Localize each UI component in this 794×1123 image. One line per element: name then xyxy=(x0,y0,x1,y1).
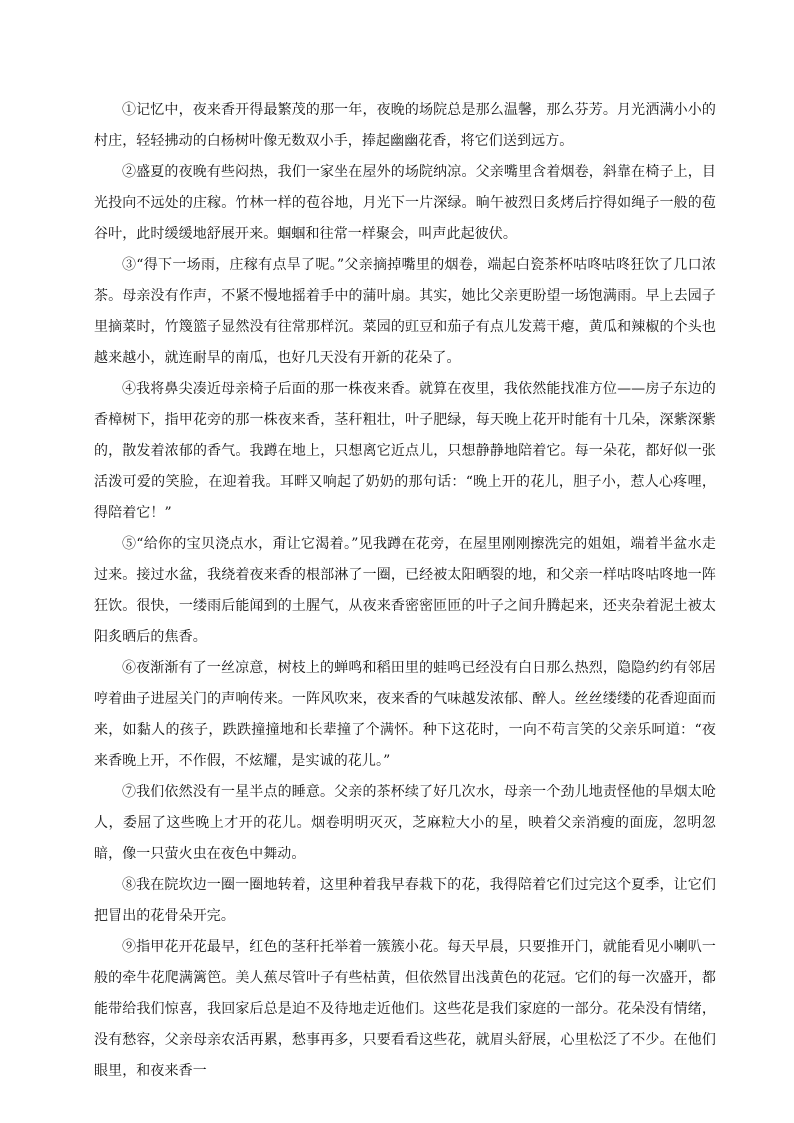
paragraph-8: ⑧我在院坎边一圈一圈地转着，这里种着我早春栽下的花，我得陪着它们过完这个夏季，让它们把冒出的花骨朵开完。 xyxy=(94,877,716,924)
paragraph-7: ⑦我们依然没有一星半点的睡意。父亲的茶杯续了好几次水，母亲一个劲儿地责怪他的旱烟太呛人，委屈了这些晚上才开的花儿。烟卷明明灭灭，芝麻粒大小的星，映着父亲消瘦的面庞，忽明忽暗，像一只萤火虫在夜色中舞动。 xyxy=(94,784,716,862)
paragraph-9: ⑨指甲花开花最早，红色的茎秆托举着一簇簇小花。每天早晨，只要推开门，就能看见小喇叭一般的牵牛花爬满篱笆。美人蕉尽管叶子有些枯黄，但依然冒出浅黄色的花冠。它们的每一次盛开，都能带给我们惊喜，我回家后总是迫不及待地走近他们。这些花是我们家庭的一部分。花朵没有情绪，没有愁容，父亲母亲农活再累，愁事再多，只要看看这些花，就眉头舒展，心里松泛了不少。在他们眼里，和夜来香一 xyxy=(94,939,716,1079)
paragraph-6: ⑥夜渐渐有了一丝凉意，树枝上的蝉鸣和稻田里的蛙鸣已经没有白日那么热烈，隐隐约约有邻居哼着曲子进屋关门的声响传来。一阵风吹来，夜来香的气味越发浓郁、醉人。丝丝缕缕的花香迎面而来，如黏人的孩子，跌跌撞撞地和长辈撞了个满怀。种下这花时，一向不苟言笑的父亲乐呵道：“夜来香晚上开，不作假，不炫耀，是实诚的花儿。” xyxy=(94,660,716,769)
paragraph-3: ③“得下一场雨，庄稼有点旱了呢。”父亲摘掉嘴里的烟卷，端起白瓷茶杯咕咚咕咚狂饮了几口浓茶。母亲没有作声，不紧不慢地摇着手中的蒲叶扇。其实，她比父亲更盼望一场饱满雨。早上去园子里摘菜时，竹篾篮子显然没有往常那样沉。菜园的豇豆和茄子有点儿发蔫干瘪，黄瓜和辣椒的个头也越来越小，就连耐旱的南瓜，也好几天没有开新的花朵了。 xyxy=(94,257,716,366)
paragraph-2: ②盛夏的夜晚有些闷热，我们一家坐在屋外的场院纳凉。父亲嘴里含着烟卷，斜靠在椅子上，目光投向不远处的庄稼。竹林一样的苞谷地，月光下一片深绿。晌午被烈日炙烤后拧得如绳子一般的苞谷叶，此时缓缓地舒展开来。蝈蝈和往常一样聚会，叫声此起彼伏。 xyxy=(94,164,716,242)
article-body xyxy=(94,95,716,1087)
paragraph-4: ④我将鼻尖凑近母亲椅子后面的那一株夜来香。就算在夜里，我依然能找准方位——房子东边的香樟树下，指甲花旁的那一株夜来香，茎秆粗壮，叶子肥绿，每天晚上花开时能有十几朵，深紫深紫的，散发着浓郁的香气。我蹲在地上，只想离它近点儿，只想静静地陪着它。每一朵花，都好似一张活泼可爱的笑脸，在迎着我。耳畔又响起了奶奶的那句话：“晚上开的花儿，胆子小，惹人心疼哩，得陪着它！” xyxy=(94,381,716,521)
paragraph-1: ①记忆中，夜来香开得最繁茂的那一年，夜晚的场院总是那么温馨，那么芬芳。月光洒满小小的村庄，轻轻拂动的白杨树叶像无数双小手，捧起幽幽花香，将它们送到远方。 xyxy=(94,102,716,149)
paragraph-5: ⑤“给你的宝贝浇点水，甭让它渴着。”见我蹲在花旁，在屋里刚刚擦洗完的姐姐，端着半盆水走过来。接过水盆，我绕着夜来香的根部淋了一圈，已经被太阳晒裂的地，和父亲一样咕咚咕咚地一阵狂饮。很快，一缕雨后能闻到的土腥气，从夜来香密密匝匝的叶子之间升腾起来，还夹杂着泥土被太阳炙晒后的焦香。 xyxy=(94,536,716,645)
